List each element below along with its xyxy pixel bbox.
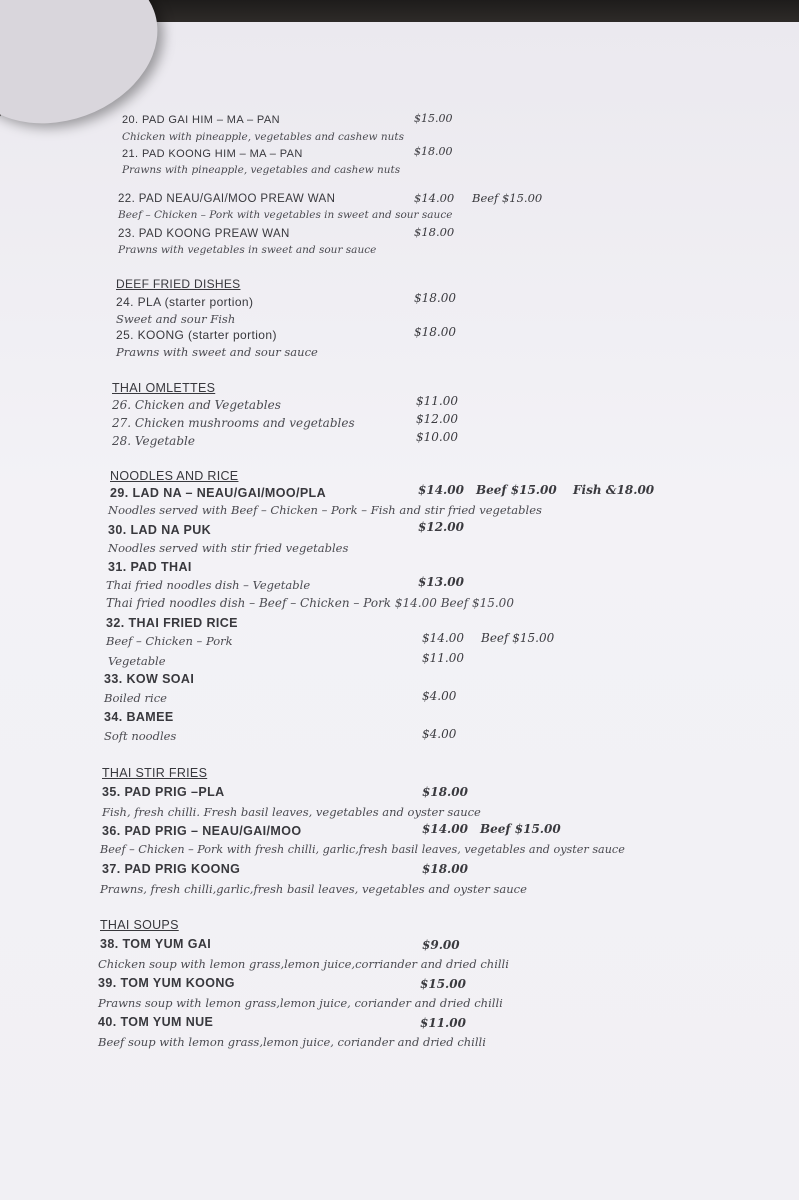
menu-item-title: 33. KOW SOAI (104, 672, 195, 686)
menu-item-title: 30. LAD NA PUK (108, 523, 212, 537)
menu-item-price: $13.00 (418, 575, 464, 589)
menu-item-description: Sweet and sour Fish (116, 312, 236, 326)
menu-item-price: $12.00 (418, 520, 464, 534)
menu-item-price: $18.00 (414, 145, 453, 158)
menu-item-price: $14.00 (422, 822, 468, 836)
menu-item-beef-price: Beef $15.00 (481, 631, 555, 645)
section-heading: THAI OMLETTES (112, 381, 216, 395)
menu-item-price: $18.00 (422, 862, 468, 876)
menu-item-price: $14.00 (422, 631, 464, 645)
menu-item-price: $14.00 (414, 191, 455, 205)
menu-item-price: $4.00 (422, 727, 457, 741)
menu-item-price: $15.00 (414, 112, 453, 125)
menu-item-title: 26. Chicken and Vegetables (112, 398, 281, 412)
menu-item-price: $11.00 (420, 1016, 466, 1030)
menu-item-description: Chicken soup with lemon grass,lemon juice,corriander and dried chilli (98, 957, 509, 971)
menu-item-description: Thai fried noodles dish – Vegetable (106, 578, 311, 592)
menu-item-price: $11.00 (422, 651, 464, 665)
menu-item-description: Chicken with pineapple, vegetables and cashew nuts (122, 131, 405, 143)
menu-item-description: Noodles served with Beef – Chicken – Pork – Fish and stir fried vegetables (108, 503, 542, 517)
menu-item-title: 28. Vegetable (112, 434, 195, 448)
menu-item-description: Fish, fresh chilli. Fresh basil leaves, vegetables and oyster sauce (102, 805, 481, 819)
menu-item-title: 31. PAD THAI (108, 560, 192, 574)
menu-item-title: 39. TOM YUM KOONG (98, 976, 235, 990)
menu-item-fish-price: Fish &18.00 (573, 483, 655, 497)
menu-item-title: 27. Chicken mushrooms and vegetables (112, 416, 355, 430)
menu-item-price: $18.00 (414, 325, 456, 339)
menu-item-title: 36. PAD PRIG – NEAU/GAI/MOO (102, 824, 302, 838)
menu-item-price: $18.00 (414, 225, 455, 239)
menu-item-title: 23. PAD KOONG PREAW WAN (118, 228, 290, 240)
menu-item-description: Noodles served with stir fried vegetables (108, 541, 349, 555)
menu-item-title: 21. PAD KOONG HIM – MA – PAN (122, 148, 303, 160)
menu-item-description: Beef – Chicken – Pork with vegetables in sweet and sour sauce (118, 209, 453, 221)
menu-item-price: $11.00 (416, 394, 458, 408)
menu-item-price: $14.00 (418, 483, 464, 497)
menu-item-price: $12.00 (416, 412, 458, 426)
menu-item-price: $4.00 (422, 689, 457, 703)
menu-item-description: Prawns with sweet and sour sauce (116, 345, 318, 359)
menu-item-price: $18.00 (414, 291, 456, 305)
menu-item-description: Vegetable (108, 654, 166, 668)
menu-item-title: 20. PAD GAI HIM – MA – PAN (122, 114, 280, 126)
menu-item-beef-price: Beef $15.00 (480, 822, 561, 836)
menu-item-price: $18.00 (422, 785, 468, 799)
menu-item-description: Prawns with pineapple, vegetables and cashew nuts (122, 164, 401, 176)
menu-item-description: Beef soup with lemon grass,lemon juice, coriander and dried chilli (98, 1035, 486, 1049)
section-heading: NOODLES AND RICE (110, 469, 239, 483)
menu-item-title: 35. PAD PRIG –PLA (102, 785, 225, 799)
menu-item-title: 37. PAD PRIG KOONG (102, 862, 241, 876)
menu-item-description: Boiled rice (104, 691, 167, 705)
menu-item-title: 24. PLA (starter portion) (116, 295, 254, 309)
menu-item-title: 25. KOONG (starter portion) (116, 328, 277, 342)
menu-item-description: Prawns, fresh chilli,garlic,fresh basil leaves, vegetables and oyster sauce (100, 882, 527, 896)
menu-item-description: Beef – Chicken – Pork (106, 634, 233, 648)
menu-item-title: 38. TOM YUM GAI (100, 937, 212, 951)
menu-item-description: Prawns with vegetables in sweet and sour sauce (118, 244, 377, 256)
menu-item-description: Beef – Chicken – Pork with fresh chilli, garlic,fresh basil leaves, vegetables and oyster sauce (100, 843, 625, 856)
menu-item-title: 34. BAMEE (104, 710, 174, 724)
menu-item-description: Soft noodles (104, 729, 177, 743)
menu-item-beef-price: Beef $15.00 (476, 483, 557, 497)
section-heading: THAI STIR FRIES (102, 766, 208, 780)
menu-item-description: Prawns soup with lemon grass,lemon juice, coriander and dried chilli (98, 996, 503, 1010)
menu-item-price: $15.00 (420, 977, 466, 991)
menu-item-title: 40. TOM YUM NUE (98, 1015, 214, 1029)
menu-item-beef-price: Beef $15.00 (472, 191, 543, 205)
section-heading: THAI SOUPS (100, 918, 179, 932)
menu-item-title: 29. LAD NA – NEAU/GAI/MOO/PLA (110, 486, 327, 500)
menu-item-price: $9.00 (422, 938, 460, 952)
menu-item-price: $10.00 (416, 430, 458, 444)
section-heading: DEEF FRIED DISHES (116, 277, 241, 291)
menu-item-title: 32. THAI FRIED RICE (106, 616, 238, 630)
menu-item-description: Thai fried noodles dish – Beef – Chicken – Pork $14.00 Beef $15.00 (106, 596, 514, 610)
menu-item-title: 22. PAD NEAU/GAI/MOO PREAW WAN (118, 193, 336, 205)
